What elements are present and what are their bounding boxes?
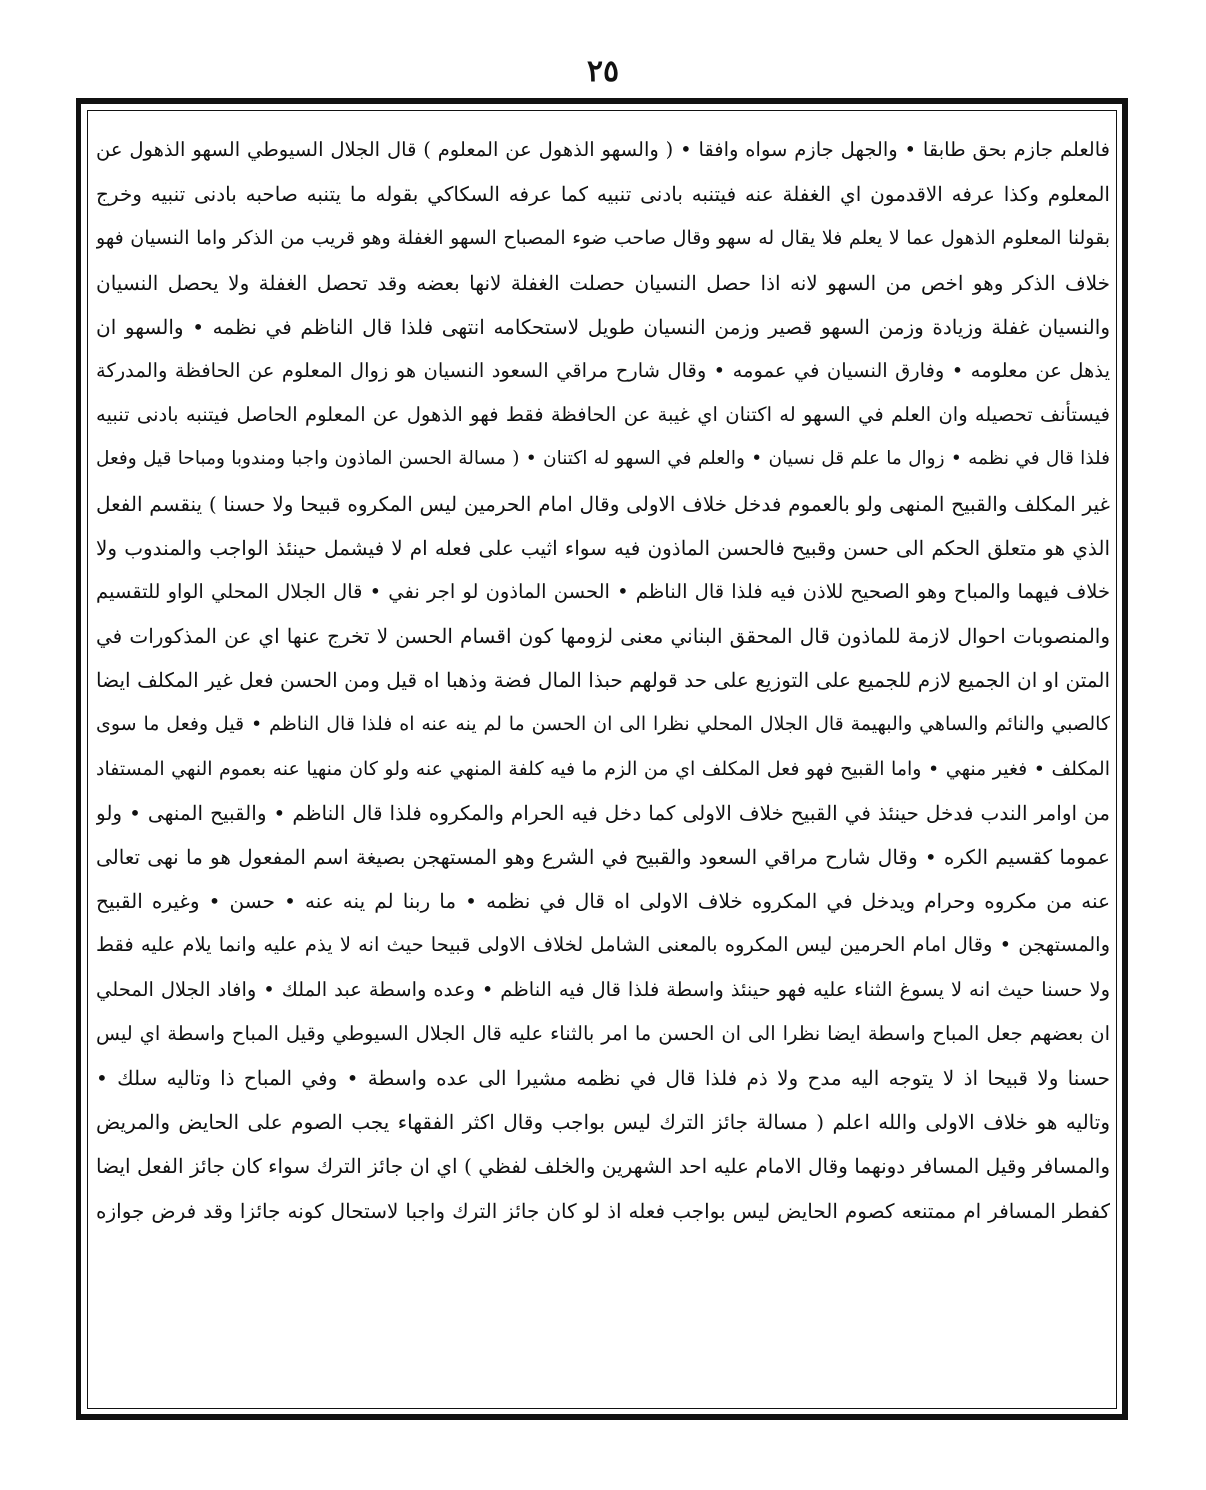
text-line: ان بعضهم جعل المباح واسطة ايضا نظرا الى ان الحسن ما امر بالثناء عليه قال الجلال السيوطي وقيل المباح واسطة اي ليس [96,1021,1110,1045]
text-line: المعلوم وكذا عرفه الاقدمون اي الغفلة عنه فيتنبه بادنى تنبيه كما عرفه السكاكي بقوله ما يتنبه صاحبه بادنى تنبيه وخرج [96,182,1110,207]
text-line: فيستأنف تحصيله وان العلم في السهو له اكتنان اي غيبة عن الحافظة فقط فهو الذهول عن المعلوم الحاصل فيتنبه بادنى تنبيه [96,403,1110,427]
text-line: ولا حسنا حيث انه لا يسوغ الثناء عليه فهو حينئذ واسطة فلذا قال فيه الناظم • وعده واسطة عبد الملك • وافاد الجلال المحلي [96,977,1110,1001]
text-line: يذهل عن معلومه • وفارق النسيان في عمومه • وقال شارح مراقي السعود النسيان هو زوال المعلوم عن الحافظة والمدركة [96,358,1110,382]
text-line: الذي هو متعلق الحكم الى حسن وقبيح فالحسن الماذون فيه سواء اثيب على فعله ام لا فيشمل حينئذ الواجب والمندوب ولا [96,535,1110,560]
page-number: ٢٥ [586,54,620,89]
text-line: فالعلم جازم بحق طابقا • والجهل جازم سواه وافقا • ( والسهو الذهول عن المعلوم ) قال الجلال السيوطي السهو الذهول عن [96,138,1110,161]
text-line: المتن او ان الجميع لازم للجميع على التوزيع على حد قولهم حبذا المال فضة وذهبا اه قيل ومن الحسن فعل غير المكلف ايضا [96,668,1110,693]
text-line: والمسافر وقيل المسافر دونهما وقال الامام عليه احد الشهرين والخلف لفظي ) اي ان جائز الترك سواء كان جائز الفعل ايضا [96,1154,1110,1179]
text-line: كفطر المسافر ام ممتنعه كصوم الحايض ليس بواجب فعله اذ لو كان جائز الترك واجبا لاستحال كونه جائزا وقد فرض جوازه [96,1198,1110,1223]
text-line: والمنصوبات احوال لازمة للماذون قال المحقق البناني معنى لزومها كون اقسام الحسن لا تخرج عنها اي عن المذكورات في [96,624,1110,649]
text-line: فلذا قال في نظمه • زوال ما علم قل نسيان • والعلم في السهو له اكتنان • ( مسالة الحسن الماذون واجبا ومندوبا ومباحا قيل وفعل [96,448,1110,470]
text-line: حسنا ولا قبيحا اذ لا يتوجه اليه مدح ولا ذم فلذا قال في نظمه مشيرا الى عده واسطة • وفي المباح ذا وتاليه سلك • [96,1065,1110,1090]
text-line: وتاليه هو خلاف الاولى والله اعلم ( مسالة جائز الترك ليس بواجب وقال اكثر الفقهاء يجب الصوم على الحايض والمريض [96,1110,1110,1135]
text-line: من اوامر الندب فدخل حينئذ في القبيح خلاف الاولى كما دخل فيه الحرام والمكروه فلذا قال الناظم • والقبيح المنهى • ولو [96,800,1110,825]
text-line: والنسيان غفلة وزيادة وزمن السهو قصير وزمن النسيان طويل لاستحكامه انتهى فلذا قال الناظم في نظمه • والسهو ان [96,314,1110,339]
text-line: بقولنا المعلوم الذهول عما لا يعلم فلا يقال له سهو وقال صاحب ضوء المصباح السهو الغفلة وهو قريب من الذكر واما النسيان فهو [96,227,1110,250]
text-line: والمستهجن • وقال امام الحرمين ليس المكروه بالمعنى الشامل لخلاف الاولى قبيحا حيث انه لا يذم عليه وانما يلام عليه فقط [96,933,1110,957]
text-line: عنه من مكروه وحرام ويدخل في المكروه خلاف الاولى اه قال في نظمه • ما ربنا لم ينه عنه • حسن • وغيره القبيح [96,889,1110,914]
text-line: خلاف فيهما والمباح وهو الصحيح للاذن فيه فلذا قال الناظم • الحسن الماذون لو اجر نفي • قال الجلال المحلي الواو للتقسيم [96,579,1110,603]
text-line: المكلف • فغير منهي • واما القبيح فهو فعل المكلف اي من الزم ما فيه كلفة المنهي عنه ولو كان منهيا عنه بعموم النهي المستفاد [96,757,1110,780]
text-line: كالصبي والنائم والساهي والبهيمة قال الجلال المحلي نظرا الى ان الحسن ما لم ينه عنه اه فلذا قال الناظم • قيل وفعل ما سوى [96,713,1110,736]
text-line: عموما كقسيم الكره • وقال شارح مراقي السعود والقبيح في الشرع وهو المستهجن بصيغة اسم المفعول هو ما نهى تعالى [96,845,1110,869]
text-line: غير المكلف والقبيح المنهى ولو بالعموم فدخل خلاف الاولى وقال امام الحرمين ليس المكروه قبيحا ولا حسنا ) ينقسم الفعل [96,491,1110,516]
text-line: خلاف الذكر وهو اخص من السهو لانه اذا حصل النسيان حصلت الغفلة لانها بعضه وقد تحصل الغفلة ولا يحصل النسيان [96,270,1110,295]
text-body [96,128,1110,1410]
